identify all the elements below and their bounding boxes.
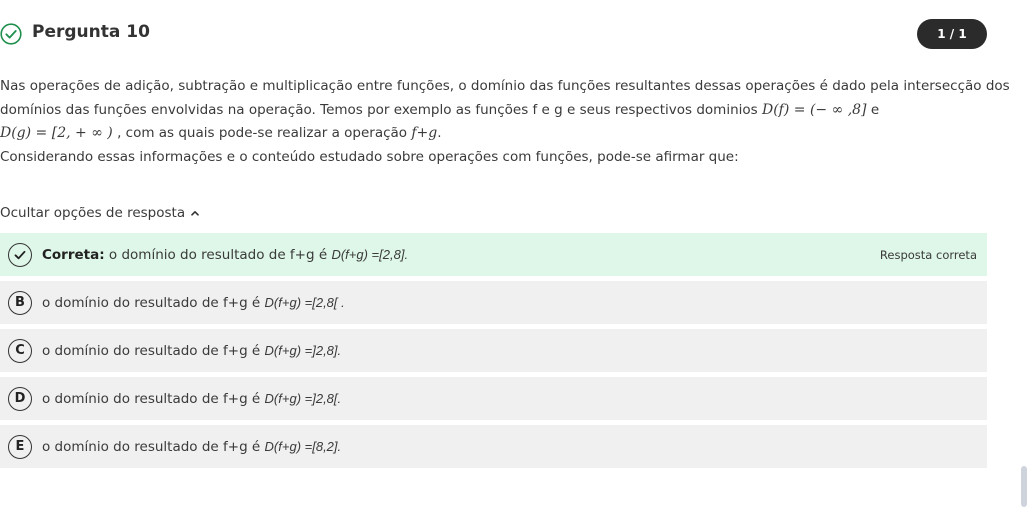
question-line-3-end: .: [437, 125, 442, 141]
answer-text: [42, 439, 341, 455]
correct-answer-label: Resposta correta: [879, 247, 977, 262]
operation-formula: f+g: [411, 125, 438, 141]
correct-check-icon: [8, 243, 32, 267]
answer-text: [42, 247, 408, 263]
answer-expression: D(f+g) =[2,8[ .: [264, 294, 345, 310]
hide-options-toggle[interactable]: [0, 205, 199, 221]
answer-statement: o domínio do resultado de f+g é: [42, 390, 261, 407]
score-badge: 1 / 1: [917, 19, 987, 49]
answer-statement: o domínio do resultado de f+g é: [42, 294, 265, 311]
answer-option-b[interactable]: [0, 281, 987, 324]
domain-g-formula: D(g) = [2, + ∞ ): [0, 125, 113, 141]
answer-option-c[interactable]: [0, 329, 987, 372]
question-line-2-text: domínios das funções envolvidas na operação. Temos por exemplo as funções f e g e seus respectivos dominios: [0, 101, 758, 118]
question-line-3: [0, 122, 987, 146]
question-line-2-end: e: [870, 101, 880, 118]
answer-statement: o domínio do resultado de f+g é: [42, 438, 265, 455]
answer-text: [42, 343, 341, 359]
answer-statement: o domínio do resultado de f+g é: [42, 342, 265, 359]
chevron-up-icon: [191, 209, 199, 217]
answer-expression: D(f+g) =[2,8].: [331, 246, 409, 262]
correct-prefix: Correta:: [42, 246, 105, 263]
scrollbar[interactable]: [1021, 466, 1027, 507]
option-letter: D: [8, 387, 32, 411]
answer-text: [42, 391, 341, 407]
answer-statement: o domínio do resultado de f+g é: [108, 246, 328, 263]
answer-option-e[interactable]: [0, 425, 987, 468]
question-line-4: Considerando essas informações e o conteúdo estudado sobre operações com funções, pode-se afirmar que:: [0, 148, 739, 165]
option-letter: C: [8, 339, 32, 363]
answer-expression: D(f+g) =]2,8].: [264, 342, 342, 358]
check-circle-icon: [0, 23, 22, 45]
domain-f-formula: D(f) = (− ∞ ,8]: [761, 101, 867, 118]
answer-option-d[interactable]: [0, 377, 987, 420]
question-line-3-text: , com as quais pode-se realizar a operação: [117, 125, 408, 141]
option-letter: B: [8, 291, 32, 315]
question-header: [0, 18, 987, 50]
question-line-2: [0, 99, 987, 123]
question-title: Pergunta 10: [32, 22, 150, 42]
answer-options: [0, 233, 987, 473]
option-letter: E: [8, 435, 32, 459]
toggle-label: Ocultar opções de resposta: [0, 205, 186, 221]
question-text: [0, 75, 1010, 169]
answer-expression: D(f+g) =[8,2].: [264, 438, 342, 454]
answer-option-a[interactable]: [0, 233, 987, 276]
question-line-1: Nas operações de adição, subtração e multiplicação entre funções, o domínio das funções resultantes dessas operações é dado pela intersecção dos: [0, 78, 1010, 94]
answer-text: [42, 295, 345, 311]
answer-expression: D(f+g) =]2,8[.: [264, 390, 342, 406]
